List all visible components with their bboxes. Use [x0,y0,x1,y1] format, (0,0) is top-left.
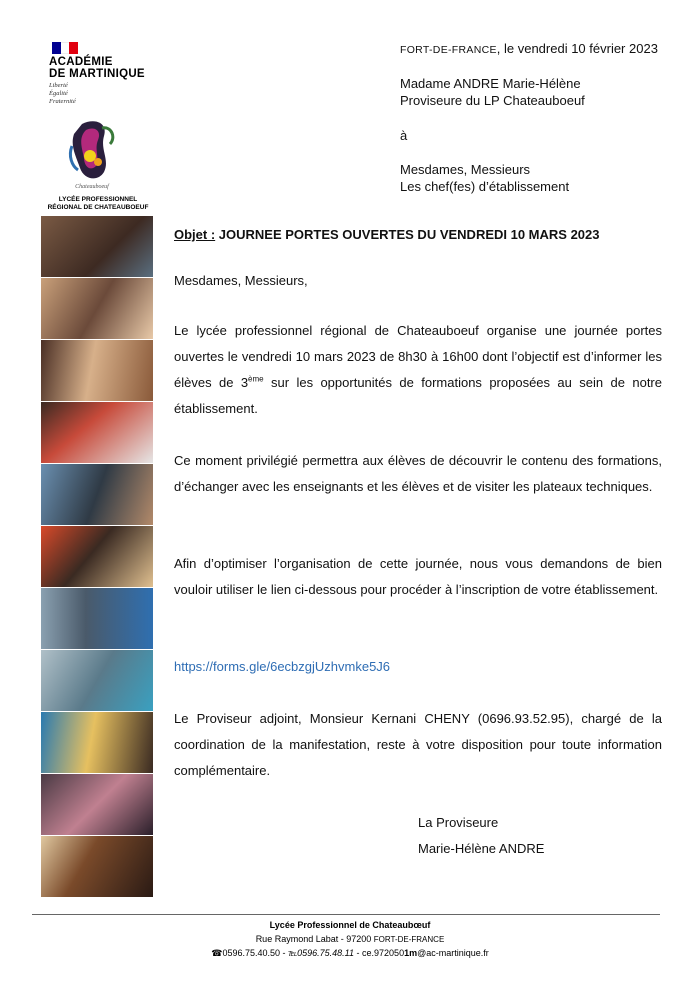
footer-city: FORT-DE-FRANCE [373,935,445,944]
collage-photo [41,278,153,340]
logo-caption: Chateauboeuf [75,184,109,190]
motto-fraternite: Fraternité [49,98,76,105]
motto-egalite: Égalité [49,90,68,97]
flag-white-stripe [61,42,70,54]
paragraph-4: Le Proviseur adjoint, Monsieur Kernani CHENY (0696.93.52.95), chargé de la coordination de la manifestation, reste à votre disposition pour toute information complémentaire. [174,711,662,778]
collage-photo [41,588,153,650]
footer-contacts [0,948,700,959]
motto-liberte: Liberté [49,82,68,89]
sender-title: Proviseure du LP Chateauboeuf [400,93,585,108]
academy-name-line1: ACADÉMIE [49,56,113,68]
school-name-line1: LYCÉE PROFESSIONNEL [58,196,138,203]
ordinal-superscript: ème [248,374,264,384]
collage-photo [41,836,153,898]
recipient-line1: Mesdames, Messieurs [400,162,531,177]
footer-school-name-text: Lycée Professionnel de Chateaubœuf [269,920,431,930]
footer-address [0,934,700,944]
collage-photo [41,464,153,526]
school-logo [64,116,120,196]
phone-icon: ☎ [211,948,223,958]
french-flag-logo [52,42,78,54]
collage-photo [41,712,153,774]
collage-photo [41,340,153,402]
footer-email-separator: - [354,948,363,958]
collage-photo [41,402,153,464]
footer-phone: 0596.75.40.50 [222,948,281,958]
flag-red-stripe [69,42,78,54]
registration-form-link[interactable]: https://forms.gle/6ecbzgjUzhvmke5J6 [174,659,391,674]
paragraph-1 [174,318,662,422]
subject-text: JOURNEE PORTES OUVERTES DU VENDREDI 10 MARS 2023 [215,227,600,242]
signature-name: Marie-Hélène ANDRE [418,841,545,856]
letter-place: FORT-DE-FRANCE [400,44,497,56]
sender-name: Madame ANDRE Marie-Hélène [400,76,581,91]
letter-subject [174,227,600,242]
paragraph-2: Ce moment privilégié permettra aux élèves de découvrir le contenu des formations, d’échanger avec les enseignants et les élèves et de visiter les plateaux techniques. [174,453,662,494]
flag-blue-stripe [52,42,61,54]
letter-date [400,41,658,56]
collage-photo [41,526,153,588]
paragraph-1-text: Le lycée professionnel régional de Chateauboeuf organise une journée portes ouvertes le vendredi 10 mars 2023 de 8h30 à 16h00 dont l’objectif est d’informer les élèves de 3 [174,323,662,390]
photo-collage [41,216,153,898]
collage-photo [41,774,153,836]
footer-email-prefix: ce.972050 [362,948,405,958]
footer-email-bold: 1m [404,948,418,958]
recipient-line2: Les chef(fes) d’établissement [400,179,570,194]
subject-label: Objet : [174,227,216,242]
paragraph-3: Afin d’optimiser l’organisation de cette journée, nous vous demandons de bien vouloir utiliser le lien ci-dessous pour procéder à l’inscription de votre établissement. [174,556,662,597]
salutation: Mesdames, Messieurs, [174,273,308,288]
footer-fax-separator: - [280,948,289,958]
footer-divider [32,914,660,915]
footer-street: Rue Raymond Labat - 97200 [255,934,374,944]
footer-school-name [0,920,700,930]
paragraph-1-text-end: sur les opportunités de formations proposées au sein de notre établissement. [174,375,662,416]
collage-photo [41,650,153,712]
fax-icon: ℡ [288,948,298,958]
signature-title: La Proviseure [418,815,499,830]
academy-name-line2: DE MARTINIQUE [49,68,145,80]
footer-fax: 0596.75.48.11 [297,948,355,958]
footer-email-suffix: @ac-martinique.fr [417,948,489,958]
school-name-line2: RÉGIONAL DE CHATEAUBOEUF [47,204,149,211]
letter-date-text: , le vendredi 10 février 2023 [496,41,658,56]
collage-photo [41,216,153,278]
addressee-to: à [400,128,408,143]
